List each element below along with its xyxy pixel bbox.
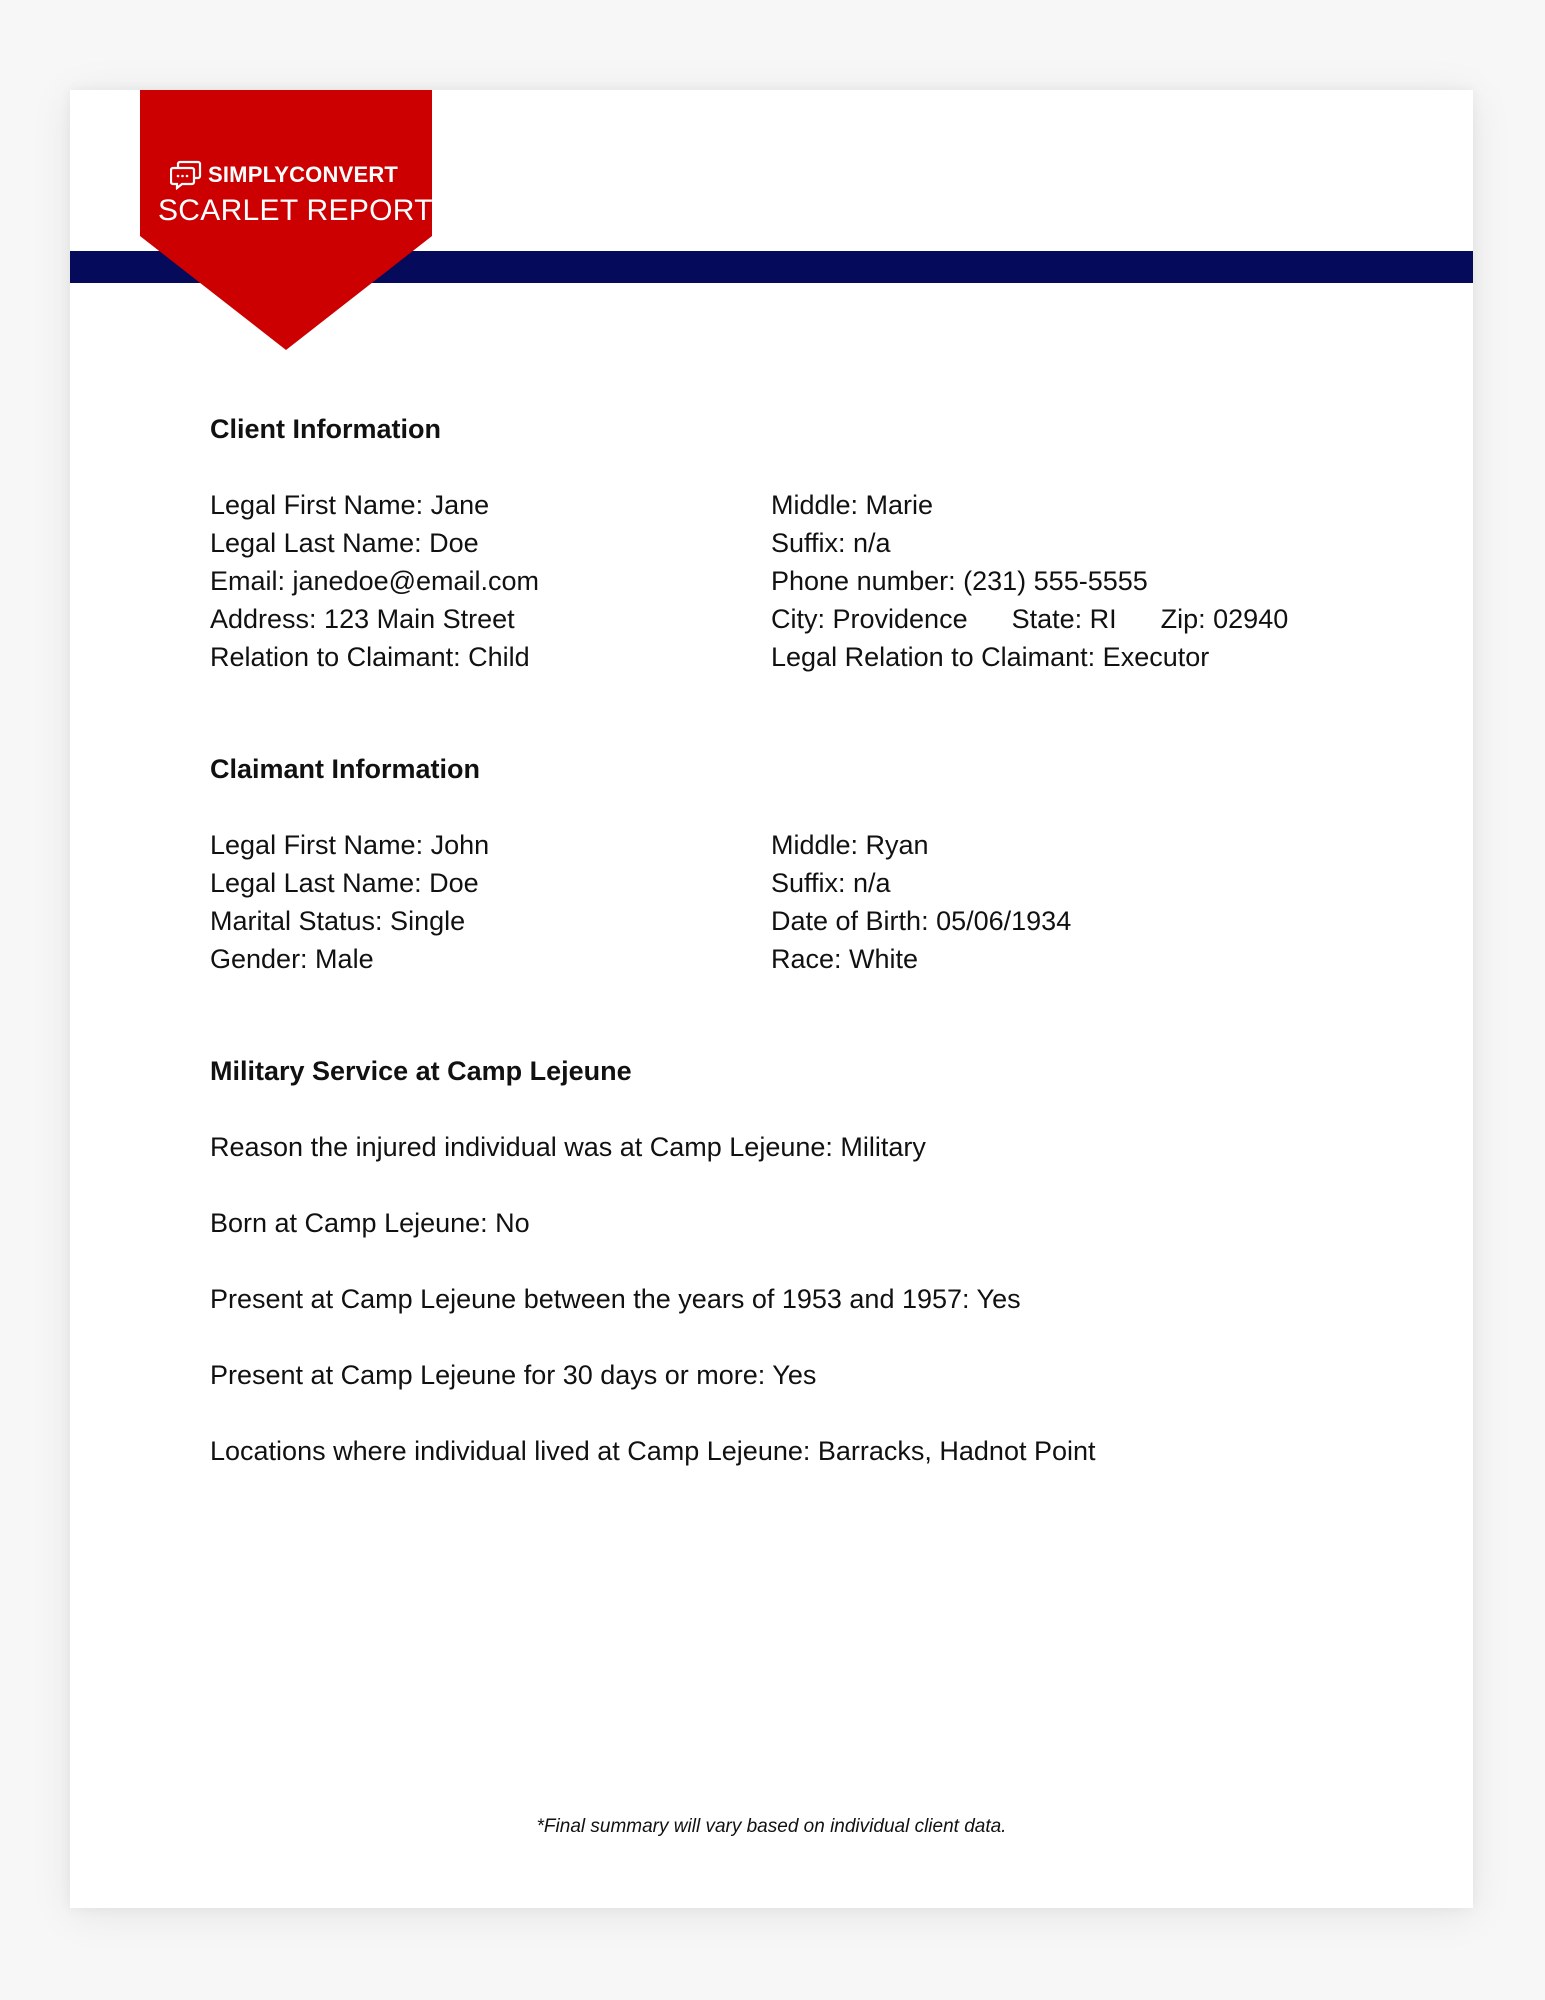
client-zip: Zip: 02940	[1160, 604, 1289, 634]
claimant-middle-name: Middle: Ryan	[771, 830, 929, 860]
report-title: SCARLET REPORT	[158, 194, 433, 227]
claimant-date-of-birth: Date of Birth: 05/06/1934	[771, 906, 1072, 936]
client-legal-relation: Legal Relation to Claimant: Executor	[771, 642, 1210, 672]
client-left-column	[210, 486, 771, 676]
brand-logo	[170, 160, 398, 190]
client-relation: Relation to Claimant: Child	[210, 642, 530, 672]
client-address: Address: 123 Main Street	[210, 604, 515, 634]
client-information-section	[210, 410, 1360, 676]
chat-bubble-icon	[170, 160, 202, 190]
claimant-right-column	[771, 826, 1360, 978]
military-present-1953-1957: Present at Camp Lejeune between the years of 1953 and 1957: Yes	[210, 1284, 1021, 1314]
brand-name: SIMPLYCONVERT	[208, 162, 399, 187]
client-phone: Phone number: (231) 555-5555	[771, 566, 1148, 596]
military-locations: Locations where individual lived at Camp Lejeune: Barracks, Hadnot Point	[210, 1436, 1096, 1466]
client-city-state-zip	[771, 600, 1360, 638]
client-first-name: Legal First Name: Jane	[210, 490, 490, 520]
client-city: City: Providence	[771, 604, 968, 634]
military-items	[210, 1128, 1360, 1470]
client-last-name: Legal Last Name: Doe	[210, 528, 479, 558]
claimant-left-column	[210, 826, 771, 978]
client-suffix: Suffix: n/a	[771, 528, 891, 558]
claimant-section-title: Claimant Information	[210, 754, 481, 784]
claimant-fields	[210, 826, 1360, 978]
claimant-information-section	[210, 750, 1360, 978]
footnote: *Final summary will vary based on individual client data.	[536, 1816, 1007, 1837]
claimant-suffix: Suffix: n/a	[771, 868, 891, 898]
client-state: State: RI	[1011, 604, 1117, 634]
military-present-30-days: Present at Camp Lejeune for 30 days or more: Yes	[210, 1360, 817, 1390]
client-right-column	[771, 486, 1360, 676]
claimant-race: Race: White	[771, 944, 919, 974]
brand-banner	[140, 90, 432, 350]
report-page	[70, 90, 1473, 1908]
client-fields	[210, 486, 1360, 676]
military-reason: Reason the injured individual was at Camp Lejeune: Military	[210, 1132, 926, 1162]
military-section-title: Military Service at Camp Lejeune	[210, 1056, 632, 1086]
client-email: Email: janedoe@email.com	[210, 566, 540, 596]
claimant-gender: Gender: Male	[210, 944, 374, 974]
client-middle-name: Middle: Marie	[771, 490, 934, 520]
claimant-first-name: Legal First Name: John	[210, 830, 490, 860]
military-service-section	[210, 1052, 1360, 1470]
military-born-at-lejeune: Born at Camp Lejeune: No	[210, 1208, 530, 1238]
report-content	[210, 410, 1360, 1470]
client-section-title: Client Information	[210, 414, 441, 444]
claimant-marital-status: Marital Status: Single	[210, 906, 466, 936]
claimant-last-name: Legal Last Name: Doe	[210, 868, 479, 898]
